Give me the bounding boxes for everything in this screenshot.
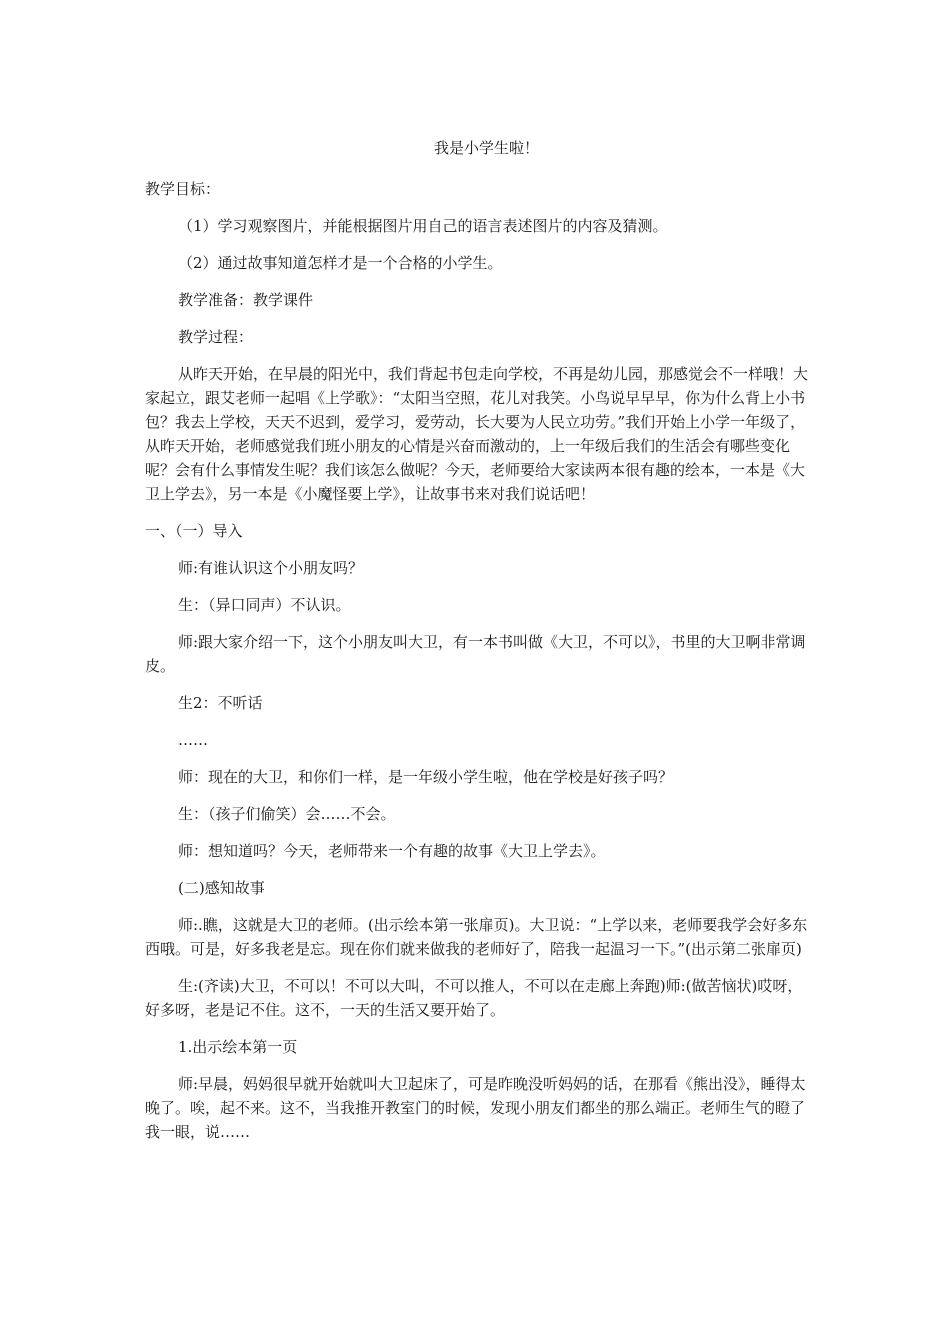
dialogue-line: 生2：不听话 [178,694,263,712]
document-title: 我是小学生啦！ [433,139,539,157]
dialogue-line: 师：想知道吗？今天，老师带来一个有趣的故事《大卫上学去》。 [178,842,606,860]
preparation-line: 教学准备：教学课件 [178,291,314,309]
intro-paragraph: 从昨天开始，在早晨的阳光中，我们背起书包走向学校，不再是幼儿园，那感觉会不一样哦！大家起立，跟艾老师一起唱《上学歌》：“太阳当空照，花儿对我笑。小鸟说早早早，你为什么背上小书包？我去上学校，天天不迟到，爱学习，爱劳动，长大要为人民立功劳。”我们开始上小学一年级了，从昨天开始，老师感觉我们班小朋友的心情是兴奋而激动的，上一年级后我们的生活会有哪些变化呢？会有什么事情发生呢？我们该怎么做呢？今天，老师要给大家读两本很有趣的绘本，一本是《大卫上学去》，另一本是《小魔怪要上学》，让故事书来对我们说话吧！ [145,365,809,503]
dialogue-line: 师:跟大家介绍一下，这个小朋友叫大卫，有一本书叫做《大卫，不可以》，书里的大卫啊非常调皮。 [145,633,806,675]
dialogue-paragraph: 生:(齐读)大卫，不可以！不可以大叫，不可以推人，不可以在走廊上奔跑)师:(做苦恼状)哎呀，好多呀，老是记不住。这不，一天的生活又要开始了。 [145,977,803,1019]
dialogue-paragraph: 师:早晨，妈妈很早就开始就叫大卫起床了，可是昨晚没听妈妈的话，在那看《熊出没》，睡得太晚了。唉，起不来。这不，当我推开教室门的时候，发现小朋友们都坐的那么端正。老师生气的瞪了我一眼，说…… [145,1075,806,1141]
objective-item-1: （1）学习观察图片，并能根据图片用自己的语言表述图片的内容及猜测。 [178,217,668,235]
section-heading-objectives: 教学目标： [145,180,221,198]
objective-item-2: （2）通过故事知道怎样才是一个合格的小学生。 [178,254,503,272]
section-heading-intro: 一、（一）导入 [145,522,243,540]
section-heading-story: (二)感知故事 [178,879,265,897]
dialogue-line: 生：（孩子们偷笑）会……不会。 [178,805,396,823]
ellipsis-line: …… [178,731,208,749]
dialogue-line: 生：（异口同声）不认识。 [178,596,351,614]
section-heading-process: 教学过程： [178,328,254,346]
step-heading-1: 1.出示绘本第一页 [178,1038,298,1056]
dialogue-line: 师:有谁认识这个小朋友吗？ [178,559,364,577]
dialogue-paragraph: 师:.瞧，这就是大卫的老师。(出示绘本第一张扉页)。大卫说：“上学以来，老师要我学会好多东西哦。可是，好多我老是忘。现在你们就来做我的老师好了，陪我一起温习一下。”(出示第二张扉页) [145,916,808,958]
dialogue-line: 师：现在的大卫，和你们一样，是一年级小学生啦，他在学校是好孩子吗？ [178,768,674,786]
document-page [145,136,810,1157]
